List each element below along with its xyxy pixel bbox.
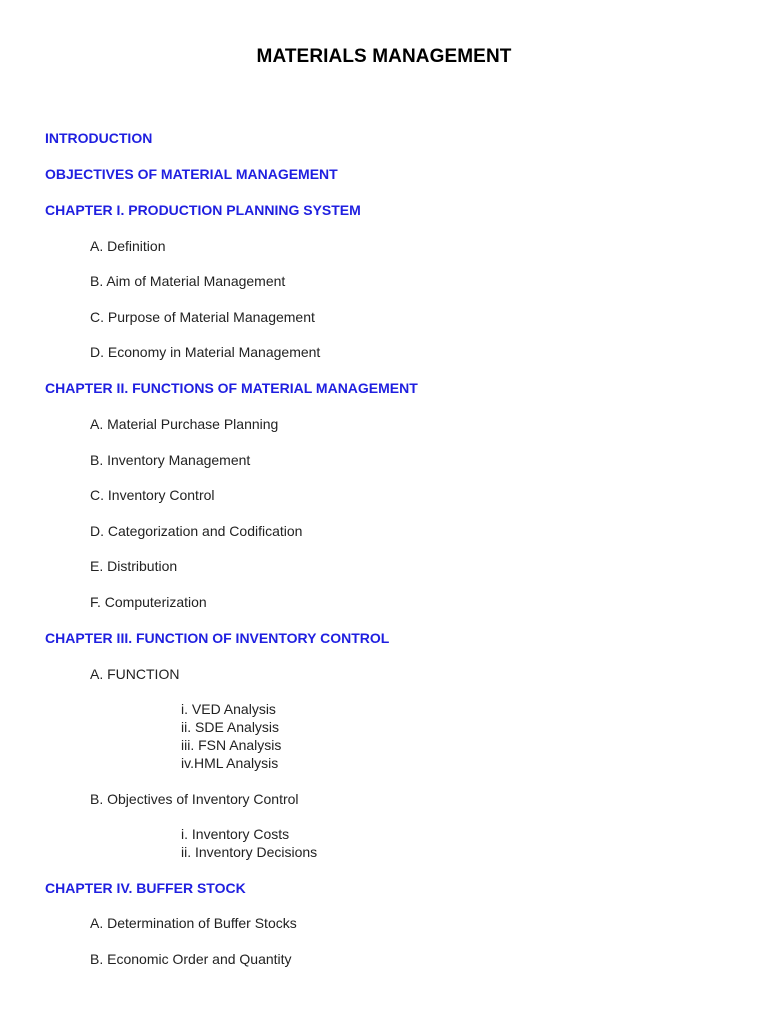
toc-item-aim: B. Aim of Material Management bbox=[90, 273, 286, 289]
toc-heading-chapter-4: CHAPTER IV. BUFFER STOCK bbox=[45, 880, 246, 896]
toc-item-purpose: C. Purpose of Material Management bbox=[90, 309, 315, 325]
toc-item-definition: A. Definition bbox=[90, 238, 166, 254]
toc-subitem-inventory-decisions: ii. Inventory Decisions bbox=[181, 844, 318, 860]
toc-heading-chapter-2: CHAPTER II. FUNCTIONS OF MATERIAL MANAGEMENT bbox=[45, 380, 418, 396]
toc-item-economic-order: B. Economic Order and Quantity bbox=[90, 951, 292, 967]
toc-subitem-inventory-costs: i. Inventory Costs bbox=[181, 826, 290, 842]
toc-item-inventory-management: B. Inventory Management bbox=[90, 452, 251, 468]
toc-item-computerization: F. Computerization bbox=[90, 594, 207, 610]
toc-item-economy: D. Economy in Material Management bbox=[90, 344, 321, 360]
toc-heading-introduction: INTRODUCTION bbox=[45, 130, 153, 146]
toc-item-purchase-planning: A. Material Purchase Planning bbox=[90, 416, 279, 432]
toc-item-distribution: E. Distribution bbox=[90, 558, 178, 574]
toc-heading-chapter-3: CHAPTER III. FUNCTION OF INVENTORY CONTROL bbox=[45, 630, 390, 646]
toc-subitem-sde: ii. SDE Analysis bbox=[181, 719, 280, 735]
toc-item-inventory-control: C. Inventory Control bbox=[90, 487, 215, 503]
toc-item-categorization: D. Categorization and Codification bbox=[90, 523, 303, 539]
document-title: MATERIALS MANAGEMENT bbox=[256, 46, 512, 67]
toc-item-function: A. FUNCTION bbox=[90, 666, 180, 682]
toc-heading-chapter-1: CHAPTER I. PRODUCTION PLANNING SYSTEM bbox=[45, 202, 361, 218]
toc-item-objectives-inventory-control: B. Objectives of Inventory Control bbox=[90, 791, 299, 807]
toc-item-buffer-stocks: A. Determination of Buffer Stocks bbox=[90, 915, 297, 931]
toc-subitem-hml: iv.HML Analysis bbox=[181, 755, 279, 771]
toc-heading-objectives: OBJECTIVES OF MATERIAL MANAGEMENT bbox=[45, 166, 338, 182]
toc-subitem-ved: i. VED Analysis bbox=[181, 701, 276, 717]
toc-subitem-fsn: iii. FSN Analysis bbox=[181, 737, 282, 753]
